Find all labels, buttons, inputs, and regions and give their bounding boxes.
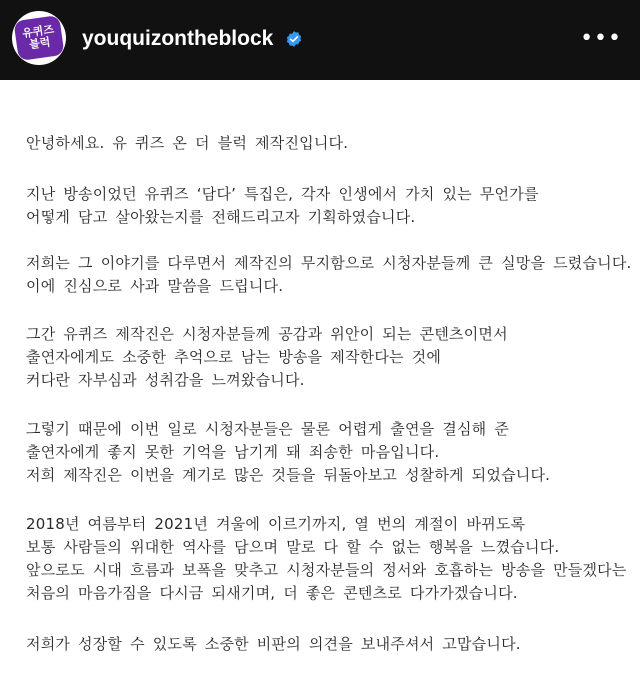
paragraph-1 [26, 132, 626, 155]
text-line: 저희 제작진은 이번을 계기로 많은 것들을 뒤돌아보고 성찰하게 되었습니다. [26, 466, 551, 484]
paragraph-4 [26, 323, 626, 392]
logo-text-top: 유퀴즈 [21, 22, 55, 41]
paragraph-7 [26, 633, 626, 656]
text-line: 2018년 여름부터 2021년 겨울에 이르기까지, 열 번의 계절이 바뀌도록 [26, 515, 526, 533]
text-line: 그간 유퀴즈 제작진은 시청자분들께 공감과 위안이 되는 콘텐츠이면서 [26, 325, 508, 343]
more-options-icon[interactable]: ••• [580, 26, 622, 51]
paragraph-6 [26, 513, 626, 605]
text-line: 출연자에게도 소중한 추억으로 남는 방송을 제작한다는 것에 [26, 348, 442, 366]
username[interactable]: youquizontheblock [82, 27, 274, 50]
text-line: 그렇기 때문에 이번 일로 시청자분들은 물론 어렵게 출연을 결심해 준 [26, 420, 510, 438]
text-line: 출연자에게 좋지 못한 기억을 남기게 돼 죄송한 마음입니다. [26, 443, 440, 461]
text-line: 저희는 그 이야기를 다루면서 제작진의 무지함으로 시청자분들께 큰 실망을 드렸습니다. [26, 254, 632, 272]
verified-badge-icon [285, 30, 303, 48]
text-line: 안녕하세요. 유 퀴즈 온 더 블럭 제작진입니다. [26, 134, 349, 152]
text-line: 이에 진심으로 사과 말씀을 드립니다. [26, 277, 284, 295]
channel-logo [13, 15, 64, 61]
text-line: 저희가 성장할 수 있도록 소중한 비판의 의견을 보내주셔서 고맙습니다. [26, 635, 521, 653]
post-image [0, 80, 640, 683]
paragraph-5 [26, 418, 626, 487]
text-line: 어떻게 담고 살아왔는지를 전해드리고자 기획하였습니다. [26, 208, 416, 226]
text-line: 보통 사람들의 위대한 역사를 담으며 말로 다 할 수 없는 행복을 느꼈습니다. [26, 538, 560, 556]
paragraph-2 [26, 183, 626, 229]
text-line: 처음의 마음가짐을 다시금 되새기며, 더 좋은 콘텐츠로 다가가겠습니다. [26, 584, 518, 602]
logo-text-bottom: 블럭 [28, 35, 52, 52]
text-line: 지난 방송이었던 유퀴즈 ‘담다’ 특집은, 각자 인생에서 가치 있는 무언가를 [26, 185, 539, 203]
text-line: 커다란 자부심과 성취감을 느껴왔습니다. [26, 371, 305, 389]
paragraph-3 [26, 252, 632, 298]
text-line: 앞으로도 시대 흐름과 보폭을 맞추고 시청자분들의 정서와 호흡하는 방송을 만들겠다는 [26, 561, 627, 579]
post-header [0, 0, 640, 80]
avatar[interactable] [12, 11, 66, 65]
